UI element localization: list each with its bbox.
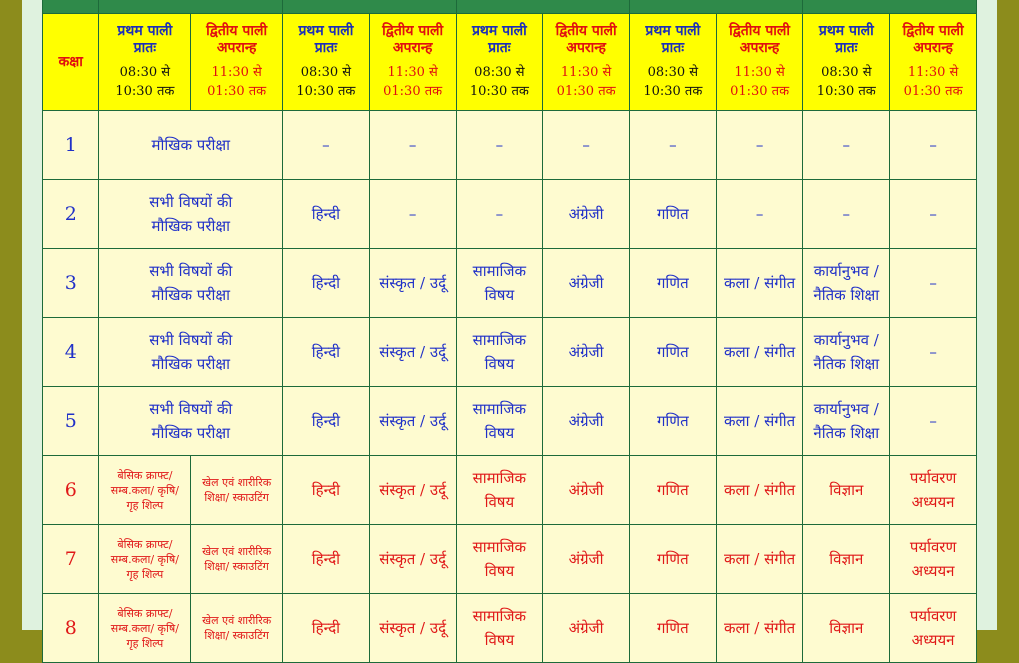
subject-cell: संस्कृत / उर्दू	[369, 525, 456, 594]
subject-cell: गणित	[629, 249, 716, 318]
craft-subject-cell: बेसिक क्राफ्ट/ सम्ब.कला/ कृषि/ गृह शिल्प	[99, 594, 191, 663]
shift-time	[717, 63, 803, 101]
subject-cell: सामाजिक विषय	[456, 318, 543, 387]
shift-name: प्रथम पाली	[471, 23, 527, 39]
subject-cell: गणित	[629, 525, 716, 594]
class-number: 2	[43, 180, 99, 249]
shift-end-time: 10:30 तक	[296, 84, 356, 99]
subject-cell: –	[803, 180, 890, 249]
oral-exam-cell: सभी विषयों की मौखिक परीक्षा	[99, 318, 283, 387]
class-row	[43, 180, 977, 249]
class-number: 3	[43, 249, 99, 318]
subject-cell: सामाजिक विषय	[456, 525, 543, 594]
class-number: 8	[43, 594, 99, 663]
shift-start-time: 11:30 से	[211, 65, 262, 80]
class-row	[43, 249, 977, 318]
class-number: 4	[43, 318, 99, 387]
class-row	[43, 387, 977, 456]
subject-cell: अंग्रेजी	[543, 318, 630, 387]
shift-name: द्वितीय पाली	[902, 23, 964, 39]
subject-cell: –	[890, 249, 977, 318]
subject-cell: गणित	[629, 180, 716, 249]
shift-header	[283, 14, 370, 111]
subject-cell: पर्यावरण अध्ययन	[890, 594, 977, 663]
subject-cell: पर्यावरण अध्ययन	[890, 456, 977, 525]
subject-cell: अंग्रेजी	[543, 387, 630, 456]
subject-cell: कला / संगीत	[716, 456, 803, 525]
subject-cell: अंग्रेजी	[543, 594, 630, 663]
subject-cell: हिन्दी	[283, 387, 370, 456]
subject-cell: हिन्दी	[283, 456, 370, 525]
class-column-header: कक्षा	[43, 14, 99, 111]
subject-cell: हिन्दी	[283, 180, 370, 249]
subject-cell: हिन्दी	[283, 318, 370, 387]
shift-header	[716, 14, 803, 111]
class-row	[43, 525, 977, 594]
top-band	[43, 0, 977, 14]
subject-cell: कला / संगीत	[716, 318, 803, 387]
shift-session: प्रातः	[835, 40, 858, 56]
shift-start-time: 08:30 से	[821, 65, 872, 80]
shift-header	[629, 14, 716, 111]
shift-time	[890, 63, 976, 101]
subject-cell: विज्ञान	[803, 456, 890, 525]
class-number: 7	[43, 525, 99, 594]
subject-cell: –	[890, 387, 977, 456]
shift-end-time: 01:30 तक	[207, 84, 267, 99]
shift-start-time: 08:30 से	[300, 65, 352, 80]
subject-cell: –	[369, 180, 456, 249]
subject-cell: सामाजिक विषय	[456, 387, 543, 456]
subject-cell: –	[716, 180, 803, 249]
shift-time	[191, 63, 282, 101]
shift-header	[890, 14, 977, 111]
subject-cell: संस्कृत / उर्दू	[369, 456, 456, 525]
class-row	[43, 111, 977, 180]
subject-cell: –	[369, 111, 456, 180]
craft-subject-cell: बेसिक क्राफ्ट/ सम्ब.कला/ कृषि/ गृह शिल्प	[99, 456, 191, 525]
subject-cell: सामाजिक विषय	[456, 249, 543, 318]
sports-subject-cell: खेल एवं शारीरिक शिक्षा/ स्काउटिंग	[191, 456, 283, 525]
class-row	[43, 318, 977, 387]
shift-session: प्रातः	[314, 40, 338, 56]
subject-cell: अंग्रेजी	[543, 456, 630, 525]
subject-cell: –	[890, 111, 977, 180]
subject-cell: संस्कृत / उर्दू	[369, 249, 456, 318]
subject-cell: सामाजिक विषय	[456, 456, 543, 525]
subject-cell: गणित	[629, 456, 716, 525]
shift-session: अपरान्ह	[216, 40, 257, 56]
subject-cell: कला / संगीत	[716, 387, 803, 456]
subject-cell: अंग्रेजी	[543, 249, 630, 318]
subject-cell: –	[629, 111, 716, 180]
shift-name: द्वितीय पाली	[729, 23, 791, 39]
shift-name: द्वितीय पाली	[206, 23, 268, 39]
shift-session: प्रातः	[133, 40, 157, 56]
shift-session: अपरान्ह	[913, 40, 953, 56]
sports-subject-cell: खेल एवं शारीरिक शिक्षा/ स्काउटिंग	[191, 525, 283, 594]
shift-start-time: 08:30 से	[647, 65, 699, 80]
shift-time	[457, 63, 543, 101]
shift-start-time: 08:30 से	[119, 65, 171, 80]
shift-end-time: 10:30 तक	[816, 84, 876, 99]
shift-header	[99, 14, 191, 111]
shift-end-time: 01:30 तक	[903, 84, 963, 99]
shift-end-time: 01:30 तक	[383, 84, 443, 99]
shift-time	[283, 63, 369, 101]
subject-cell: गणित	[629, 318, 716, 387]
subject-cell: गणित	[629, 387, 716, 456]
subject-cell: कला / संगीत	[716, 249, 803, 318]
subject-cell: विज्ञान	[803, 525, 890, 594]
shift-header	[543, 14, 630, 111]
exam-schedule-table	[42, 0, 977, 663]
shift-start-time: 11:30 से	[387, 65, 438, 80]
class-row	[43, 456, 977, 525]
shift-session: अपरान्ह	[566, 40, 606, 56]
shift-header	[456, 14, 543, 111]
subject-cell: विज्ञान	[803, 594, 890, 663]
shift-start-time: 11:30 से	[560, 65, 612, 80]
subject-cell: –	[890, 180, 977, 249]
shift-start-time: 08:30 से	[474, 65, 525, 80]
subject-cell: –	[803, 111, 890, 180]
oral-exam-cell: सभी विषयों की मौखिक परीक्षा	[99, 387, 283, 456]
subject-cell: –	[456, 111, 543, 180]
class-number: 6	[43, 456, 99, 525]
shift-end-time: 01:30 तक	[730, 84, 790, 99]
subject-cell: कार्यानुभव / नैतिक शिक्षा	[803, 318, 890, 387]
shift-end-time: 10:30 तक	[643, 84, 703, 99]
subject-cell: –	[543, 111, 630, 180]
shift-name: प्रथम पाली	[645, 23, 701, 39]
subject-cell: अंग्रेजी	[543, 525, 630, 594]
shift-session: अपरान्ह	[739, 40, 780, 56]
header-row	[43, 14, 977, 111]
subject-cell: –	[890, 318, 977, 387]
subject-cell: कला / संगीत	[716, 594, 803, 663]
shift-name: प्रथम पाली	[818, 23, 874, 39]
shift-time	[630, 63, 716, 101]
oral-exam-cell: सभी विषयों की मौखिक परीक्षा	[99, 180, 283, 249]
shift-session: अपरान्ह	[392, 40, 433, 56]
subject-cell: संस्कृत / उर्दू	[369, 318, 456, 387]
subject-cell: संस्कृत / उर्दू	[369, 387, 456, 456]
shift-end-time: 01:30 तक	[556, 84, 616, 99]
shift-end-time: 10:30 तक	[115, 84, 175, 99]
shift-header	[191, 14, 283, 111]
subject-cell: –	[283, 111, 370, 180]
shift-start-time: 11:30 से	[907, 65, 959, 80]
oral-exam-cell: मौखिक परीक्षा	[99, 111, 283, 180]
shift-header	[803, 14, 890, 111]
subject-cell: हिन्दी	[283, 525, 370, 594]
oral-exam-cell: सभी विषयों की मौखिक परीक्षा	[99, 249, 283, 318]
subject-cell: गणित	[629, 594, 716, 663]
craft-subject-cell: बेसिक क्राफ्ट/ सम्ब.कला/ कृषि/ गृह शिल्प	[99, 525, 191, 594]
shift-name: प्रथम पाली	[117, 23, 173, 39]
shift-time	[543, 63, 629, 101]
shift-time	[99, 63, 190, 101]
subject-cell: कार्यानुभव / नैतिक शिक्षा	[803, 387, 890, 456]
shift-end-time: 10:30 तक	[469, 84, 529, 99]
subject-cell: पर्यावरण अध्ययन	[890, 525, 977, 594]
sports-subject-cell: खेल एवं शारीरिक शिक्षा/ स्काउटिंग	[191, 594, 283, 663]
subject-cell: –	[716, 111, 803, 180]
shift-start-time: 11:30 से	[734, 65, 785, 80]
subject-cell: –	[456, 180, 543, 249]
subject-cell: अंग्रेजी	[543, 180, 630, 249]
shift-header	[369, 14, 456, 111]
subject-cell: सामाजिक विषय	[456, 594, 543, 663]
shift-name: द्वितीय पाली	[382, 23, 444, 39]
class-number: 1	[43, 111, 99, 180]
class-number: 5	[43, 387, 99, 456]
subject-cell: हिन्दी	[283, 594, 370, 663]
shift-name: द्वितीय पाली	[555, 23, 617, 39]
subject-cell: हिन्दी	[283, 249, 370, 318]
shift-session: प्रातः	[661, 40, 685, 56]
subject-cell: संस्कृत / उर्दू	[369, 594, 456, 663]
class-row	[43, 594, 977, 663]
shift-time	[370, 63, 456, 101]
subject-cell: कार्यानुभव / नैतिक शिक्षा	[803, 249, 890, 318]
shift-name: प्रथम पाली	[298, 23, 354, 39]
subject-cell: कला / संगीत	[716, 525, 803, 594]
shift-session: प्रातः	[488, 40, 511, 56]
shift-time	[803, 63, 889, 101]
